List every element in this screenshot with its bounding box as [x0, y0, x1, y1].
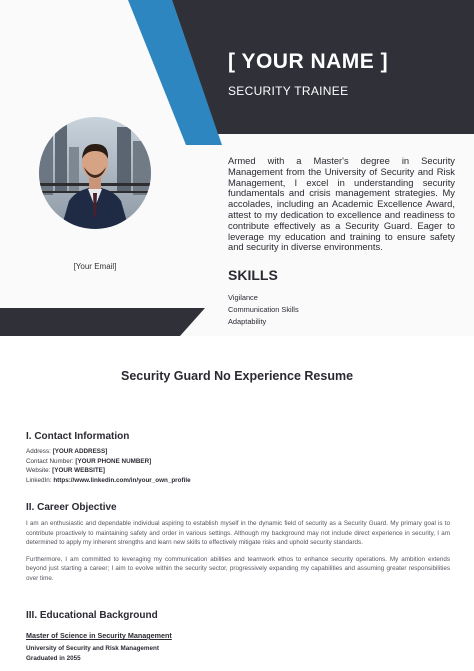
graduation-year: Graduated in 2055	[26, 654, 81, 662]
profile-photo	[39, 117, 151, 229]
name-block	[228, 50, 468, 98]
contact-website: Website: [YOUR WEBSITE]	[26, 467, 105, 474]
profile-summary: Armed with a Master's degree in Security Management from the University of Security and Risk Management, I excel in understanding security fundamentals and crisis management strategies. My accolades, including an Academic Excellence Award, attest to my dedication to excellence and readiness to contribute effectively as a Security Guard. Eager to leverage my education and training to ensure safety and security in diverse environments.	[228, 155, 455, 253]
document-title: Security Guard No Experience Resume	[120, 369, 354, 383]
footer-dark-shape	[0, 308, 205, 336]
objective-paragraph: I am an enthusiastic and dependable individual aspiring to establish myself in the dynamic field of security as a Security Guard. My primary goal is to contribute proactively to maintaining safety and order in various settings. Although my background may not include direct experience in security, I am determined to apply my inherent strengths and learn new skills to effectively mitigate risks and uphold security standards.	[26, 520, 450, 546]
skill-item: Vigilance	[228, 293, 258, 302]
contact-phone: Contact Number: [YOUR PHONE NUMBER]	[26, 457, 152, 465]
objective-section	[26, 502, 450, 583]
degree-title: Master of Science in Security Management	[26, 631, 172, 640]
email-placeholder: [Your Email]	[73, 262, 117, 271]
education-heading: III. Educational Background	[26, 610, 158, 621]
contact-address: Address: [YOUR ADDRESS]	[26, 448, 108, 455]
linkedin-link[interactable]: https://www.linkedin.com/in/your_own_profile	[53, 476, 191, 484]
objective-heading: II. Career Objective	[26, 502, 117, 513]
contact-linkedin: LinkedIn: https://www.linkedin.com/in/your_own_profile	[26, 476, 191, 484]
contact-section	[26, 431, 450, 485]
contact-heading: I. Contact Information	[26, 431, 130, 442]
objective-paragraph: Furthermore, I am committed to leveraging my communication abilities and teamwork ethos to enhance security operations. My ambition extends beyond just starting a career; I aim to evolve within the security sector, progressively expanding my capabilities and assuming greater responsibilities over time.	[26, 555, 450, 582]
skills-heading: SKILLS	[228, 267, 278, 283]
skills-list	[228, 292, 299, 328]
candidate-name: [ YOUR NAME ]	[228, 50, 389, 73]
candidate-role: SECURITY TRAINEE	[228, 84, 349, 98]
education-section	[26, 610, 450, 663]
skill-item: Communication Skills	[228, 305, 299, 314]
skill-item: Adaptability	[228, 317, 267, 326]
school-name: University of Security and Risk Management	[26, 645, 159, 652]
